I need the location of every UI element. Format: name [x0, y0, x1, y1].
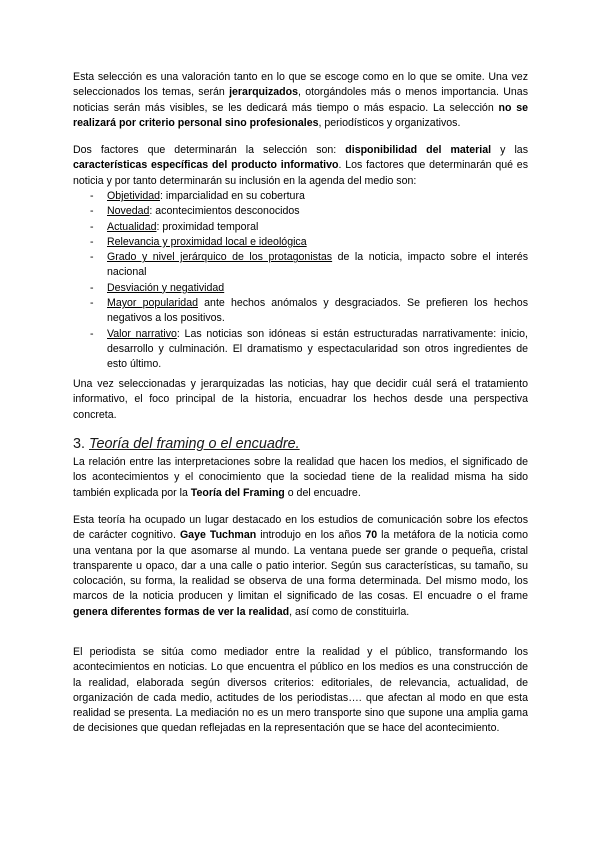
paragraph-selection: Esta selección es una valoración tanto en lo que se escoge como en lo que se omite. Una vez seleccionados los temas, serán jerarquizados, otorgándoles más o menos importancia. Unas noticias serán más visibles, se les dedicará más tiempo o más espacio. La selección no se realizará por criterio personal sino profesionales, periodísticos y organizativos.: [73, 71, 529, 129]
list-item: - Grado y nivel jerárquico de los protagonistas de la noticia, impacto sobre el interés nacional: [73, 250, 528, 281]
list-item: - Relevancia y proximidad local e ideológica: [73, 235, 528, 250]
paragraph-mediator: El periodista se sitúa como mediador entre la realidad y el público, transformando los acontecimientos en noticias. Lo que encuentra el público en los medios es una construcción de la realidad, elaborada según diversos criterios: editoriales, de relevancia, actualidad, de organización de cada medio, actitudes de los periodistas…. que afectan al modo en que esta realidad se presenta. La mediación no es un mero transporte sino que supone una amplia gama de decisiones que quedan reflejadas en la representación que se hace del acontecimiento.: [73, 646, 528, 735]
list-item: - Novedad: acontecimientos desconocidos: [73, 204, 528, 219]
paragraph-framing-theory: La relación entre las interpretaciones sobre la realidad que hacen los medios, el significado de los acontecimientos y el conocimiento que la sociedad tiene de la realidad misma ha sido también explicada por la Teoría del Framing o del encuadre.: [73, 456, 528, 499]
list-item: - Valor narrativo: Las noticias son idóneas si están estructuradas narrativamente: inicio, desarrollo y culminación. El dramatismo y espectacularidad son otros ingredientes de esto último.: [73, 327, 528, 373]
section-heading: 3. Teoría del framing o el encuadre.: [73, 436, 300, 452]
factors-list: [73, 189, 528, 373]
list-item: - Desviación y negatividad: [73, 281, 528, 296]
paragraph-framing-intro: Una vez seleccionadas y jerarquizadas las noticias, hay que decidir cuál será el tratamiento informativo, el foco principal de la historia, encuadrar los hechos desde una perspectiva concreta.: [73, 378, 528, 421]
paragraph-factors-intro: Dos factores que determinarán la selección son: disponibilidad del material y las características específicas del producto informativo. Los factores que determinarán qué es noticia y por tanto determinarán su inclusión en la agenda del medio son:: [73, 144, 528, 187]
list-item: - Objetividad: imparcialidad en su cobertura: [73, 189, 528, 204]
paragraph-tuchman: Esta teoría ha ocupado un lugar destacado en los estudios de comunicación sobre los efectos de carácter cognitivo. Gaye Tuchman introdujo en los años 70 la metáfora de la noticia como una ventana por la que asomarse al mundo. La ventana puede ser grande o pequeña, cristal transparente u opaco, dar a una calle o patio interior. Según sus características, su tamaño, su colocación, su forma, la realidad se observa de una forma determinada. Del mismo modo, los marcos de la noticia producen y limitan el significado de las cosas. El encuadre o el frame genera diferentes formas de ver la realidad, así como de constituirla.: [73, 514, 528, 618]
list-item: - Mayor popularidad ante hechos anómalos y desgraciados. Se prefieren los hechos negativos a los positivos.: [73, 296, 528, 327]
list-item: - Actualidad: proximidad temporal: [73, 220, 528, 235]
